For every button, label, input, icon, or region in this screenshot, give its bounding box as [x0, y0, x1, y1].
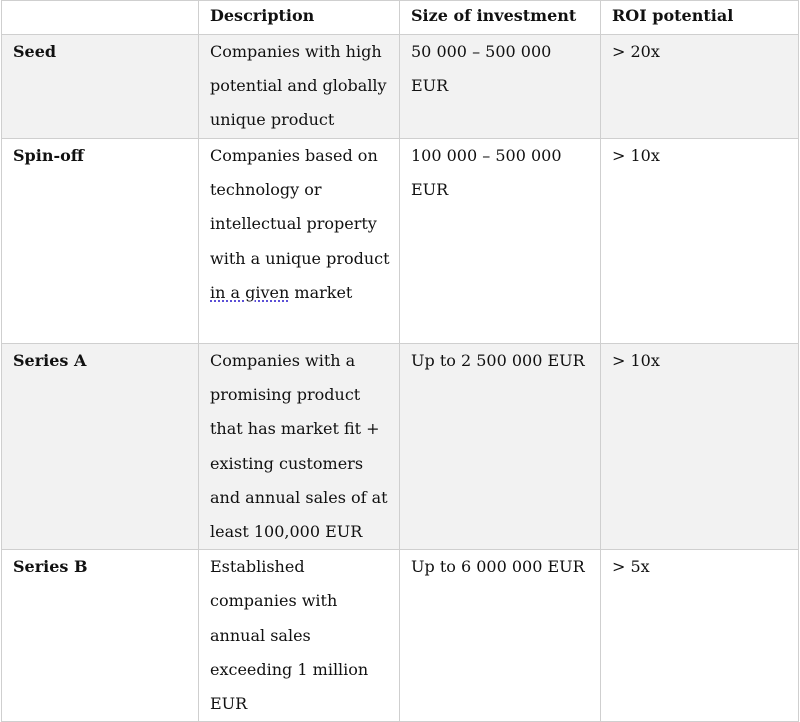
header-description: Description: [199, 1, 400, 35]
description-text: Companies based on technology or intellectual property with a unique product: [210, 146, 390, 268]
size-cell: Up to 6 000 000 EUR: [400, 550, 601, 722]
description-cell: Companies with high potential and globally unique product: [199, 35, 400, 139]
stage-cell: Spin-off: [2, 139, 199, 344]
table-row-series-b: [2, 550, 799, 722]
header-row: [2, 1, 799, 35]
table-row-seed: [2, 35, 799, 139]
description-cell: Companies with a promising product that has market fit + existing customers and annual sales of at least 100,000 EUR: [199, 344, 400, 550]
roi-cell: > 10x: [601, 344, 799, 550]
stage-cell: Series B: [2, 550, 199, 722]
description-cell: Established companies with annual sales exceeding 1 million EUR: [199, 550, 400, 722]
investment-stages-table: [1, 0, 799, 722]
size-cell: 50 000 – 500 000 EUR: [400, 35, 601, 139]
stage-cell: Seed: [2, 35, 199, 139]
header-size: Size of investment: [400, 1, 601, 35]
roi-cell: > 10x: [601, 139, 799, 344]
description-text-end: market: [289, 282, 353, 302]
table-header: [2, 1, 799, 35]
table-row-series-a: [2, 344, 799, 550]
header-stage: [2, 1, 199, 35]
size-cell: 100 000 – 500 000 EUR: [400, 139, 601, 344]
grammar-suggestion-mark[interactable]: in a given: [210, 282, 290, 302]
roi-cell: > 5x: [601, 550, 799, 722]
header-roi: ROI potential: [601, 1, 799, 35]
size-cell: Up to 2 500 000 EUR: [400, 344, 601, 550]
table-row-spin-off: [2, 139, 799, 344]
description-cell: [199, 139, 400, 344]
table-body: [2, 35, 799, 722]
stage-cell: Series A: [2, 344, 199, 550]
roi-cell: > 20x: [601, 35, 799, 139]
